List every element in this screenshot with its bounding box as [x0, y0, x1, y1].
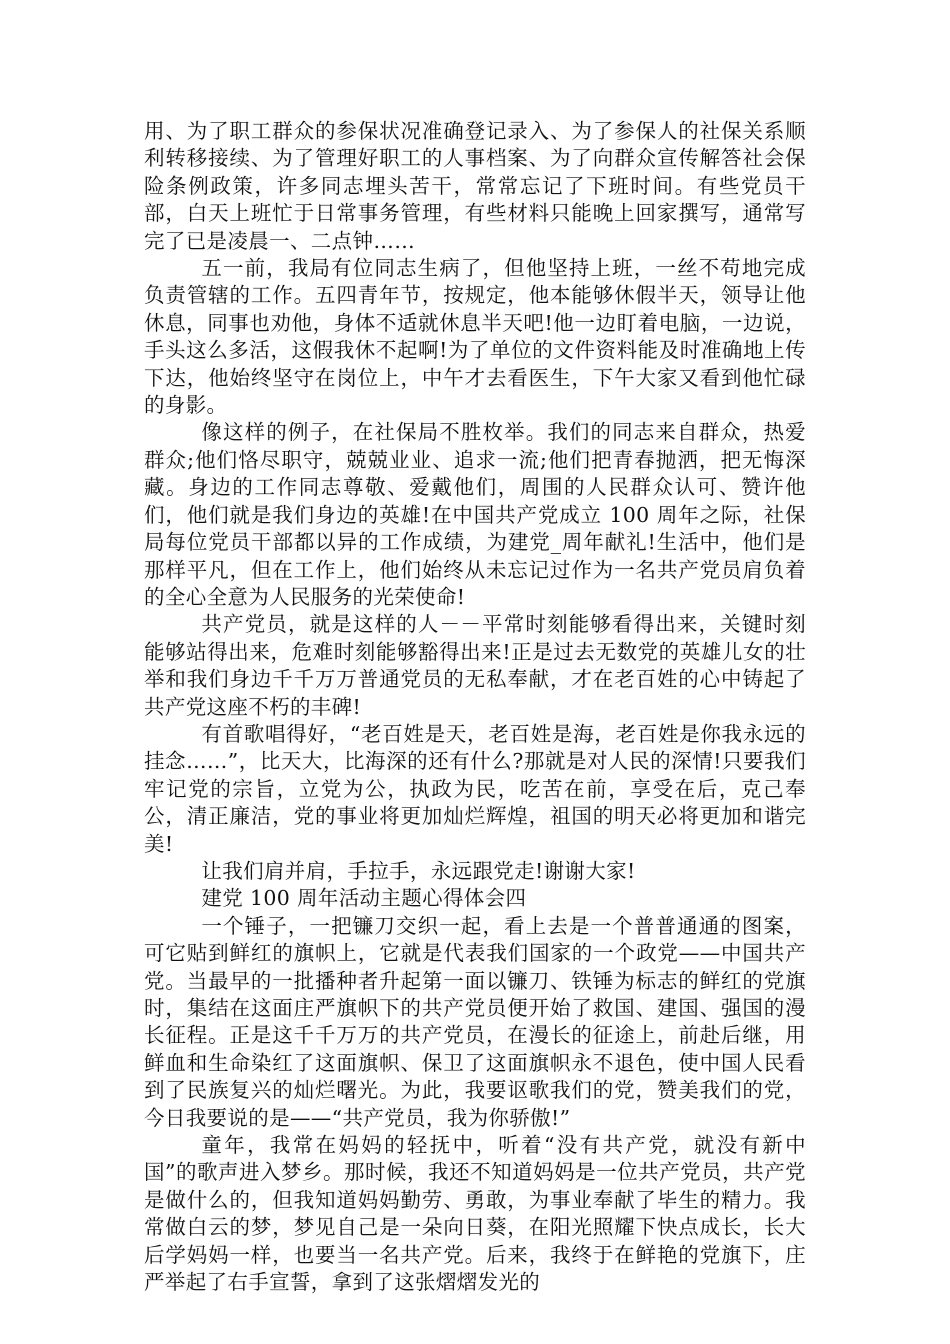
- paragraph-4: 共产党员，就是这样的人－－平常时刻能够看得出来，关键时刻能够站得出来，危难时刻能够豁得出来!正是过去无数党的英雄儿女的壮举和我们身边千千万万普通党员的无私奉献，才在老百姓的心中铸起了共产党这座不朽的丰碑!: [144, 612, 806, 719]
- section-heading: 建党 100 周年活动主题心得体会四: [201, 886, 527, 911]
- paragraph-5: 有首歌唱得好，“老百姓是天，老百姓是海，老百姓是你我永远的挂念……”，比天大，比海深的还有什么?那就是对人民的深情!只要我们牢记党的宗旨，立党为公，执政为民，吃苦在前，享受在后，克己奉公，清正廉洁，党的事业将更加灿烂辉煌，祖国的明天必将更加和谐完美!: [144, 721, 806, 856]
- paragraph-6: 让我们肩并肩，手拉手，永远跟党走!谢谢大家!: [201, 858, 636, 883]
- paragraph-2: 五一前，我局有位同志生病了，但他坚持上班，一丝不苟地完成负责管辖的工作。五四青年节，按规定，他本能够休假半天，领导让他休息，同事也劝他，身体不适就休息半天吧!他一边盯着电脑，一边说，手头这么多活，这假我休不起啊!为了单位的文件资料能及时准确地上传下达，他始终坚守在岗位上，中午才去看医生，下午大家又看到他忙碌的身影。: [144, 256, 806, 418]
- paragraph-8: 一个锤子，一把镰刀交织一起，看上去是一个普普通通的图案，可它贴到鲜红的旗帜上，它就是代表我们国家的一个政党——中国共产党。当最早的一批播种者升起第一面以镰刀、铁锤为标志的鲜红的党旗时，集结在这面庄严旗帜下的共产党员便开始了救国、建国、强国的漫长征程。正是这千千万万的共产党员，在漫长的征途上，前赴后继，用鲜血和生命染红了这面旗帜、保卫了这面旗帜永不退色，使中国人民看到了民族复兴的灿烂曙光。为此，我要讴歌我们的党，赞美我们的党，今日我要说的是——“共产党员，我为你骄傲!”: [144, 913, 806, 1130]
- paragraph-3: 像这样的例子，在社保局不胜枚举。我们的同志来自群众，热爱群众;他们恪尽职守，兢兢业业、追求一流;他们把青春抛洒，把无悔深藏。身边的工作同志尊敬、爱戴他们，周围的人民群众认可、赞许他们，他们就是我们身边的英雄!在中国共产党成立 100 周年之际，社保局每位党员干部都以异的工作成绩，为建党_周年献礼!生活中，他们是那样平凡，但在工作上，他们始终从未忘记过作为一名共产党员肩负着的全心全意为人民服务的光荣使命!: [144, 420, 806, 609]
- paragraph-1: 用、为了职工群众的参保状况准确登记录入、为了参保人的社保关系顺利转移接续、为了管理好职工的人事档案、为了向群众宣传解答社会保险条例政策，许多同志埋头苦干，常常忘记了下班时间。有些党员干部，白天上班忙于日常事务管理，有些材料只能晚上回家撰写，通常写完了已是凌晨一、二点钟……: [144, 119, 806, 253]
- document-body: [144, 118, 806, 1296]
- paragraph-9: 童年，我常在妈妈的轻抚中，听着“没有共产党，就没有新中国”的歌声进入梦乡。那时候，我还不知道妈妈是一位共产党员，共产党是做什么的，但我知道妈妈勤劳、勇敢，为事业奉献了毕生的精力。我常做白云的梦，梦见自己是一朵向日葵，在阳光照耀下快点成长，长大后学妈妈一样，也要当一名共产党。后来，我终于在鲜艳的党旗下，庄严举起了右手宣誓，拿到了这张熠熠发光的: [144, 1133, 806, 1295]
